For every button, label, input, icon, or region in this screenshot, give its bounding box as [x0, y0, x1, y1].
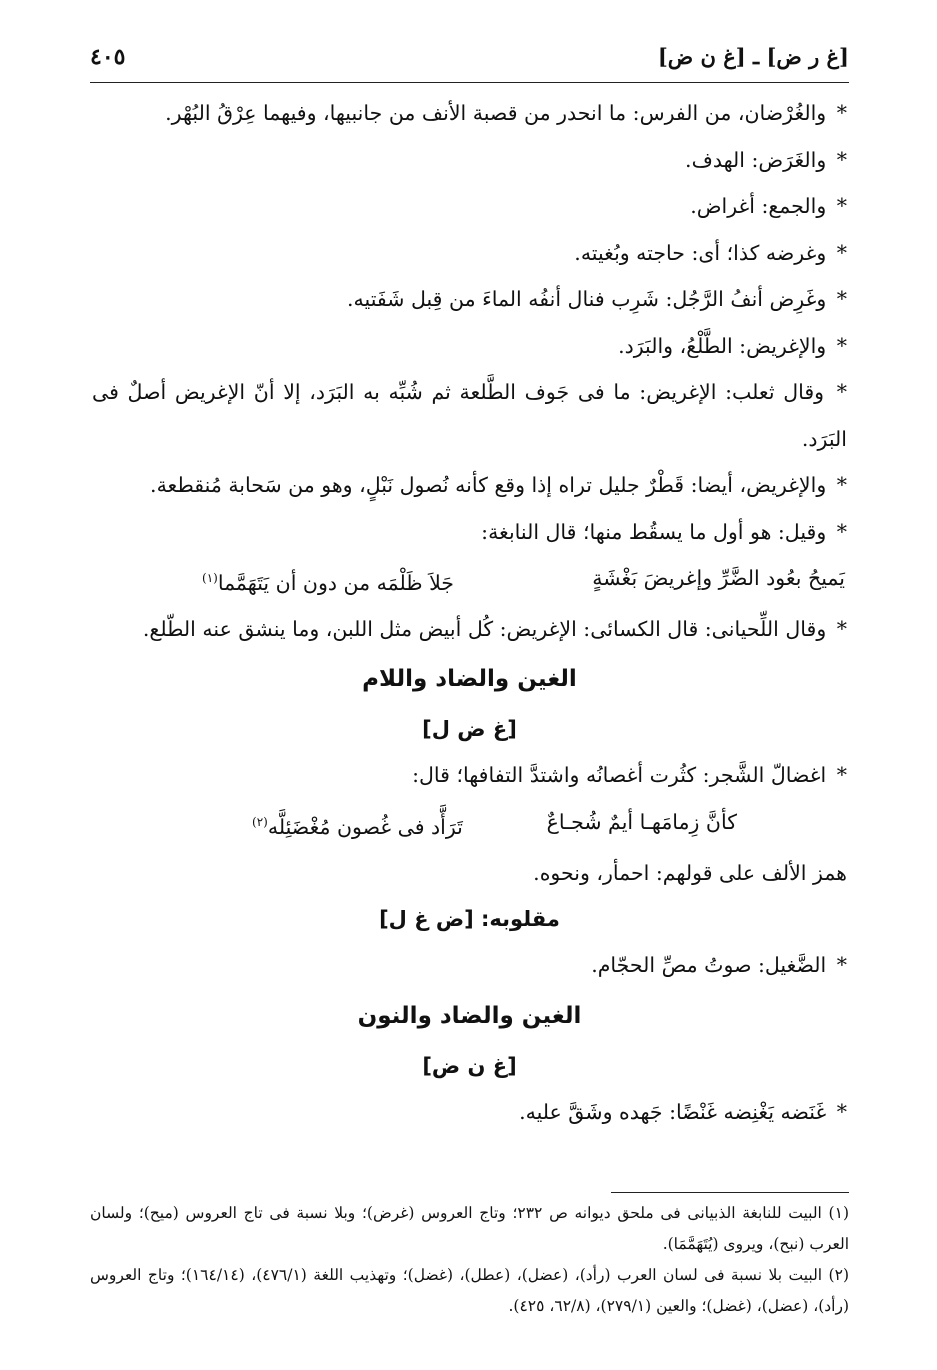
- root-heading: [غ ض ل]: [422, 717, 517, 742]
- entry-star: *: [836, 194, 847, 218]
- footnote: (٢) البيت بلا نسبة فى لسان العرب (رأد)، (عضل)، (عطل)، (غضل)؛ وتهذيب اللغة (٤٧٦/١)، (١٦٤/١٤)؛ وتاج العروس (رأد)، (عضل)، (غضل)؛ والعين (٢٧٩/١)، (٦٢/٨، ٤٢٥).: [90, 1266, 849, 1315]
- entry-star: *: [836, 1099, 847, 1124]
- entry-star: *: [836, 519, 847, 544]
- entry-paragraph: * وغَرِض أنفُ الرَّجُل: شَرِب فنال أنفُه الماءَ من قِبل شَفَتيه.: [347, 287, 847, 311]
- root-heading: مقلوبه: [ض غ ل]: [379, 907, 560, 932]
- verse-nabigha: [202, 555, 845, 606]
- entry-star: *: [836, 147, 847, 172]
- verse-first-hemistich: يَميحُ بعُود الضَّرِّ وإغريضَ بَغْشَةٍ: [592, 566, 845, 590]
- verse-second-hemistich: جَلاَ ظَلْمَه من دون أن يَتَهَمَّما$^{(١)}$: [202, 570, 454, 595]
- entry-star: *: [836, 953, 847, 978]
- entry-star: *: [836, 473, 847, 497]
- entry-star: *: [836, 287, 847, 311]
- entry-paragraph: * الضَّغيل: صوتُ مصِّ الحجّام.: [591, 953, 847, 978]
- entry-paragraph: * وغرضه كذا؛ أى: حاجته وبُغيته.: [574, 240, 847, 265]
- entry-star: *: [836, 763, 847, 788]
- entry-paragraph: * والإغريض، أيضا: قَطْرٌ جليل تراه إذا وقع كأنه نُصول نَبْلٍ، وهو من سَحابة مُنقطعة.: [150, 473, 847, 497]
- page-number: ٤٠٥: [90, 44, 126, 70]
- entry-paragraph: * اغضالّ الشَّجر: كثُرت أغصانُه واشتدَّ التفافها؛ قال:: [412, 763, 847, 788]
- entry-star: *: [836, 240, 847, 265]
- section-heading: الغين والضاد واللام: [362, 666, 577, 693]
- entry-paragraph: * والإغريض: الطَّلْعُ، والبَرَد.: [618, 333, 847, 358]
- entry-star: *: [836, 101, 847, 125]
- entry-paragraph: * وقال اللِّحيانى: قال الكسائى: الإغريض: كُل أبيض مثل اللبن، وما ينشق عنه الطّلع.: [142, 616, 847, 641]
- verse-anonymous: [252, 799, 737, 850]
- entry-star: *: [836, 380, 847, 404]
- entry-paragraph: * وقيل: هو أول ما يسقُط منها؛ قال النابغة:: [481, 519, 847, 544]
- entry-paragraph: * والغُرْضان، من الفرس: ما انحدر من قصبة الأنف من جانبيها، وفيهما عِرْقُ البُهْر.: [165, 101, 847, 125]
- entry-paragraph: * غَنَضه يَغْنِضه غَنْضًا: جَهده وشَقَّ عليه.: [519, 1099, 847, 1124]
- main-text: [92, 90, 847, 1135]
- footnote: (١) البيت للنابغة الذبيانى فى ملحق ديوانه ص ٢٣٢؛ وتاج العروس (غرض)؛ وبلا نسبة فى تاج العروس (ميح)؛ ولسان العرب (نبح)، ويروى (يُتَهَمَّمَا).: [90, 1204, 849, 1253]
- footnote-ref: (١): [202, 571, 218, 585]
- section-heading: الغين والضاد والنون: [357, 1002, 582, 1029]
- root-heading: [غ ن ض]: [422, 1053, 517, 1078]
- entry-paragraph: همز الألف على قولهم: احمأر، ونحوه.: [533, 860, 847, 885]
- verse-first-hemistich: كأنَّ زِمامَهـا أيمٌ شُجـاعٌ: [546, 809, 737, 834]
- entry-paragraph: * وقال ثعلب: الإغريض: ما فى جَوف الطَّلعة ثم شُبِّه به البَرَد، إلا أنّ الإغريض أصلٌ فى البَرَد.: [92, 380, 847, 451]
- entry-star: *: [836, 616, 847, 641]
- page-header: [90, 42, 849, 83]
- verse-second-hemistich: تَرَأَّد فى غُصون مُغْضَئِلَّه$^{(٢)}$: [252, 814, 463, 839]
- footnotes: [90, 1198, 849, 1322]
- footnote-divider: [611, 1192, 849, 1193]
- entry-star: *: [836, 333, 847, 358]
- running-head: [غ ر ض] ـ [غ ن ض]: [657, 44, 849, 69]
- entry-paragraph: * والجمع: أغراض.: [690, 194, 847, 218]
- entry-paragraph: * والغَرَض: الهدف.: [685, 147, 847, 172]
- footnote-ref: (٢): [252, 814, 268, 829]
